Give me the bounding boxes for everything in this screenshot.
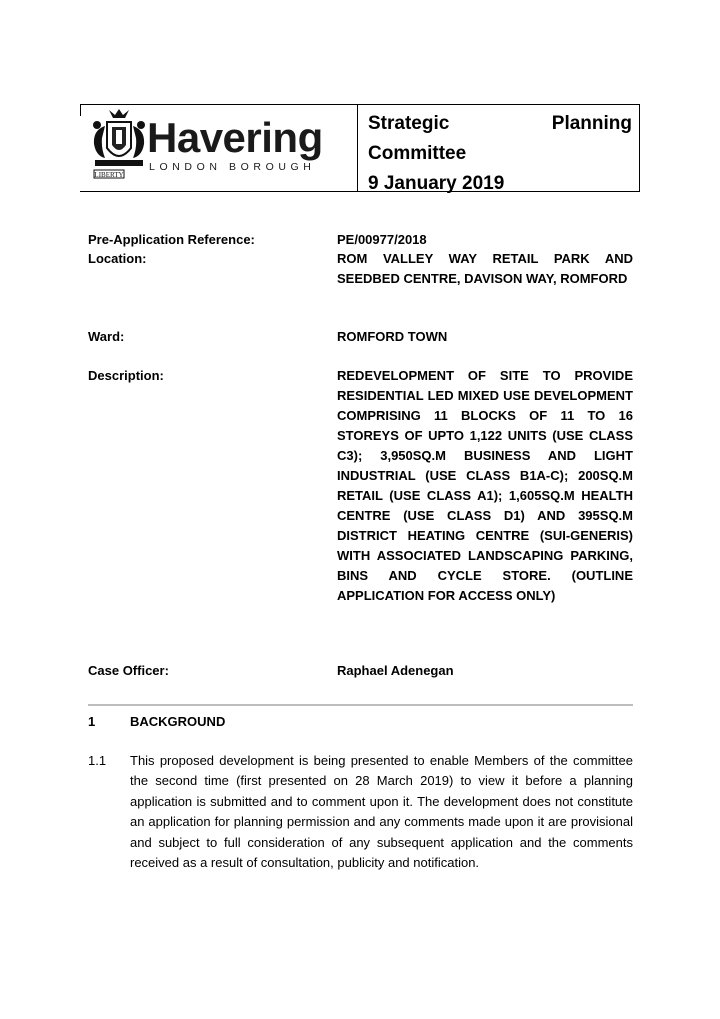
meeting-date: 9 January 2019 (368, 173, 505, 194)
section-divider (88, 704, 633, 706)
pre-app-ref-value: PE/00977/2018 (337, 232, 427, 247)
crest-icon (93, 109, 145, 166)
location-label: Location: (88, 251, 147, 266)
description-label: Description: (88, 368, 164, 383)
title-committee: Committee (368, 143, 467, 164)
case-officer-label: Case Officer: (88, 663, 169, 678)
havering-logo (85, 108, 355, 190)
description-value: REDEVELOPMENT OF SITE TO PROVIDE RESIDENTIAL LED MIXED USE DEVELOPMENT COMPRISING 11 BLOCKS OF 11 TO 16 STOREYS OF UPTO 1,122 UNITS (USE CLASS C3); 3,950SQ.M BUSINESS AND LIGHT INDUSTRIAL (USE CLASS B1A-C); 200SQ.M RETAIL (USE CLASS A1); 1,605SQ.M HEALTH CENTRE (USE CLASS D1) AND 395SQ.M DISTRICT HEATING CENTRE (SUI-GENERIS) WITH ASSOCIATED LANDSCAPING PARKING, BINS AND CYCLE STORE. (OUTLINE APPLICATION FOR ACCESS ONLY) (337, 368, 633, 603)
header-divider (357, 105, 358, 191)
paragraph-number: 1.1 (88, 753, 107, 768)
location-value: ROM VALLEY WAY RETAIL PARK AND SEEDBED CENTRE, DAVISON WAY, ROMFORD (337, 251, 633, 286)
title-word-strategic: Strategic (368, 113, 450, 134)
logo-subtitle: LONDON BOROUGH (149, 161, 316, 173)
header-box (80, 104, 640, 192)
section-title: BACKGROUND (130, 714, 226, 729)
ward-label: Ward: (88, 329, 125, 344)
case-officer-value: Raphael Adenegan (337, 663, 454, 678)
crest-motto: LIBERTY (94, 171, 124, 179)
section-number: 1 (88, 714, 96, 729)
paragraph-text: This proposed development is being presented to enable Members of the committee the second time (first presented on 28 March 2019) to view it before a planning application is submitted and to comment upon it. The development does not constitute an application for planning permission and any comments made upon it are provisional and subject to full consideration of any subsequent application and the comments received as a result of consultation, publicity and notification. (130, 753, 633, 871)
title-word-planning: Planning (551, 113, 632, 134)
logo-wordmark: Havering (147, 114, 323, 161)
ward-value: ROMFORD TOWN (337, 329, 448, 344)
meeting-title (368, 109, 632, 199)
pre-app-ref-label: Pre-Application Reference: (88, 232, 255, 247)
